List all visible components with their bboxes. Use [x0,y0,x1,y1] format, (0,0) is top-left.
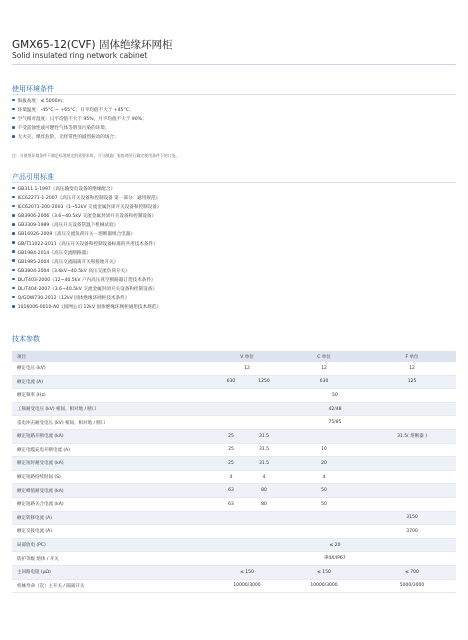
cell-c: ≤ 150 [280,565,368,579]
list-item: 无火灾、爆炸危险，无经常性的剧烈振动的场合； [12,133,456,142]
table-row [12,470,456,484]
list-item: 空气相对湿度：日平均值不大于 95%，月平均值不大于 90%； [12,115,456,124]
cell-v2 [248,511,280,525]
cell-v1: 63 [214,497,248,511]
list-item: GB311.1-1997《高压输变电设备的绝缘配合》 [12,185,456,194]
table-row [12,416,456,430]
cell-v2: 31.5 [248,457,280,471]
bullet-icon [12,135,15,138]
cell-v1: 25 [214,443,248,457]
table-row [12,565,456,579]
table-row [12,511,456,525]
table-row [12,375,456,389]
table-row [12,362,456,375]
table-row [12,579,456,593]
bullet-icon [12,126,15,129]
row-label: 额定电压 (kV) [12,362,214,375]
environment-heading: 使用环境条件 [12,85,54,93]
bullet-icon [12,196,15,199]
cell-c [280,511,368,525]
row-label: 额定频率 (Hz) [12,389,214,403]
table-row [12,443,456,457]
cell-c: 50 [280,484,368,498]
cell-f [368,443,456,457]
cell-f [368,470,456,484]
cell-f: 31.5( 熔断器 ) [368,429,456,443]
row-label: 额定交接电流 (A) [12,525,214,539]
tech-table [12,351,456,593]
environment-list [12,97,456,142]
list-item: 环境温度：-45°C ~ +65°C；日平均值不大于 +45°C； [12,106,456,115]
list-item: IEC62271-1-2007《高压开关设备和控制设备 第一部分：通用规范》 [12,194,456,203]
cell-v1: 630 [214,375,248,389]
cell-v2: 80 [248,497,280,511]
table-row [12,538,456,552]
table-row [12,402,456,416]
row-label: 额定峰值耐受电流 (kA) [12,484,214,498]
cell-all: ≤ 20 [214,538,456,552]
list-item: Q/GDW730-2012《12kV 固体绝缘环网柜技术条件》 [12,294,456,303]
cell-all: 50 [214,389,456,403]
cell-v1: 63 [214,484,248,498]
list-item: DL/T403-2000《12~40.5kV 户内高压真空断路器订货技术条件》 [12,276,456,285]
cell-v: 10000/3000 [214,579,280,593]
table-header-row [12,351,456,362]
cell-v1 [214,511,248,525]
row-label: 额定转移电流 (A) [12,511,214,525]
bullet-icon [12,241,15,244]
header-v-unit: V 单位 [214,351,280,362]
row-label: 额定短时耐受电流 (kA) [12,457,214,471]
list-item: IEC62071-200-2003《1~52kV 交流金属封闭开关设备和控制设备》 [12,203,456,212]
standards-list [12,185,456,312]
environment-divider [12,94,456,95]
cell-c: 12 [280,362,368,375]
list-item: 1016006-0010-A0《国网公司 12kV 固体绝缘环网柜通用技术规范》 [12,303,456,312]
cell-c: 20 [280,457,368,471]
environment-note: 注：当使用环境条件不满足标准规定的需要求时，可与制造厂家协商另行确定使用条件下的订货。 [12,153,180,158]
cell-v2: 4 [248,470,280,484]
bullet-icon [12,305,15,308]
cell-c [280,525,368,539]
row-label: 防护等级 熔体 / 开关 [12,552,214,566]
list-item: GB3309-1989《高压开关设备常温下机械试验》 [12,221,456,230]
table-row [12,525,456,539]
table-row [12,389,456,403]
cell-f [368,484,456,498]
cell-all: IP4X/IP67 [214,552,456,566]
tech-heading: 技术参数 [12,335,40,343]
cell-v: ≤ 150 [214,565,280,579]
table-row [12,497,456,511]
standards-divider [12,182,456,183]
row-label: 雷电冲击耐受电压 (kV) 相间、相对地 / 断口 [12,416,214,430]
row-label: 额定短路开断电流 (kA) [12,429,214,443]
list-item: GB3906-2006《3.6~40.5kV 交流金属封闭开关设备和控制设备》 [12,212,456,221]
page-title: GMX65-12(CVF) 固体绝缘环网柜 [12,39,173,51]
row-label: 机械寿命（次）主开关 / 隔离开关 [12,579,214,593]
cell-c: 50 [280,497,368,511]
cell-v: 12 [214,362,280,375]
row-label: 工频耐受电压 (kV) 相间、相对地 / 断口 [12,402,214,416]
bullet-icon [12,269,15,272]
bullet-icon [12,214,15,217]
header-item: 项目 [12,351,214,362]
bullet-icon [12,296,15,299]
cell-v2: 31.5 [248,443,280,457]
bullet-icon [12,232,15,235]
table-row [12,484,456,498]
cell-f [368,497,456,511]
header-c-unit: C 单位 [280,351,368,362]
cell-v1: 25 [214,457,248,471]
header-f-unit: F 单位 [368,351,456,362]
bullet-icon [12,223,15,226]
cell-f: 3150 [368,511,456,525]
cell-v1 [214,525,248,539]
standards-heading: 产品引用标准 [12,173,54,181]
cell-c: 4 [280,470,368,484]
bullet-icon [12,205,15,208]
cell-v1: 4 [214,470,248,484]
bullet-icon [12,250,15,253]
bullet-icon [12,287,15,290]
cell-v2: 31.5 [248,429,280,443]
cell-f [368,457,456,471]
bullet-icon [12,259,15,262]
table-row [12,552,456,566]
list-item: 不受雷蚀性或可燃性气体等明显污染的环境； [12,124,456,133]
cell-all: 75/85 [214,416,456,430]
cell-v1: 25 [214,429,248,443]
cell-v2: 1250 [248,375,280,389]
row-label: 额定短路关合电流 (kA) [12,497,214,511]
list-item: GB1984-2014《高压交流断路器》 [12,249,456,258]
table-row [12,429,456,443]
cell-all: 42/48 [214,402,456,416]
bullet-icon [12,187,15,190]
bullet-icon [12,108,15,111]
list-item: GB3804-2004《3.6kV~40.5kV 高压交流负荷开关》 [12,267,456,276]
bullet-icon [12,99,15,102]
row-label: 额定电缆充电开断电流 (A) [12,443,214,457]
title-divider [12,64,456,65]
cell-f: 5000/3000 [368,579,456,593]
cell-v2 [248,525,280,539]
row-label: 主回路电阻 (μΩ) [12,565,214,579]
bullet-icon [12,278,15,281]
page-subtitle: Solid insulated ring network cabinet [12,51,148,60]
row-label: 额定电流 (A) [12,375,214,389]
list-item: GB/T11022-2011《高压开关设备和控制设备标准的共用技术条件》 [12,240,456,249]
cell-c [280,429,368,443]
cell-c: 10000/3000 [280,579,368,593]
row-label: 局部放电 (PC) [12,538,214,552]
bullet-icon [12,117,15,120]
cell-c: 10 [280,443,368,457]
list-item: 海拔高度：≤ 5000m； [12,97,456,106]
table-row [12,457,456,471]
cell-f: 3700 [368,525,456,539]
cell-f: 12 [368,362,456,375]
cell-c: 630 [280,375,368,389]
list-item: GB16926-2009《高压交流负荷开关－熔断器组合电器》 [12,230,456,239]
cell-v2: 80 [248,484,280,498]
cell-f: 125 [368,375,456,389]
cell-f: ≤ 700 [368,565,456,579]
row-label: 额定短路持续时间 (S) [12,470,214,484]
list-item: DL/T404-2007《3.6~40.5kV 交流金属封闭开关设备和控制设备》 [12,285,456,294]
list-item: GB1985-2004《高压交流隔离开关和接地开关》 [12,258,456,267]
